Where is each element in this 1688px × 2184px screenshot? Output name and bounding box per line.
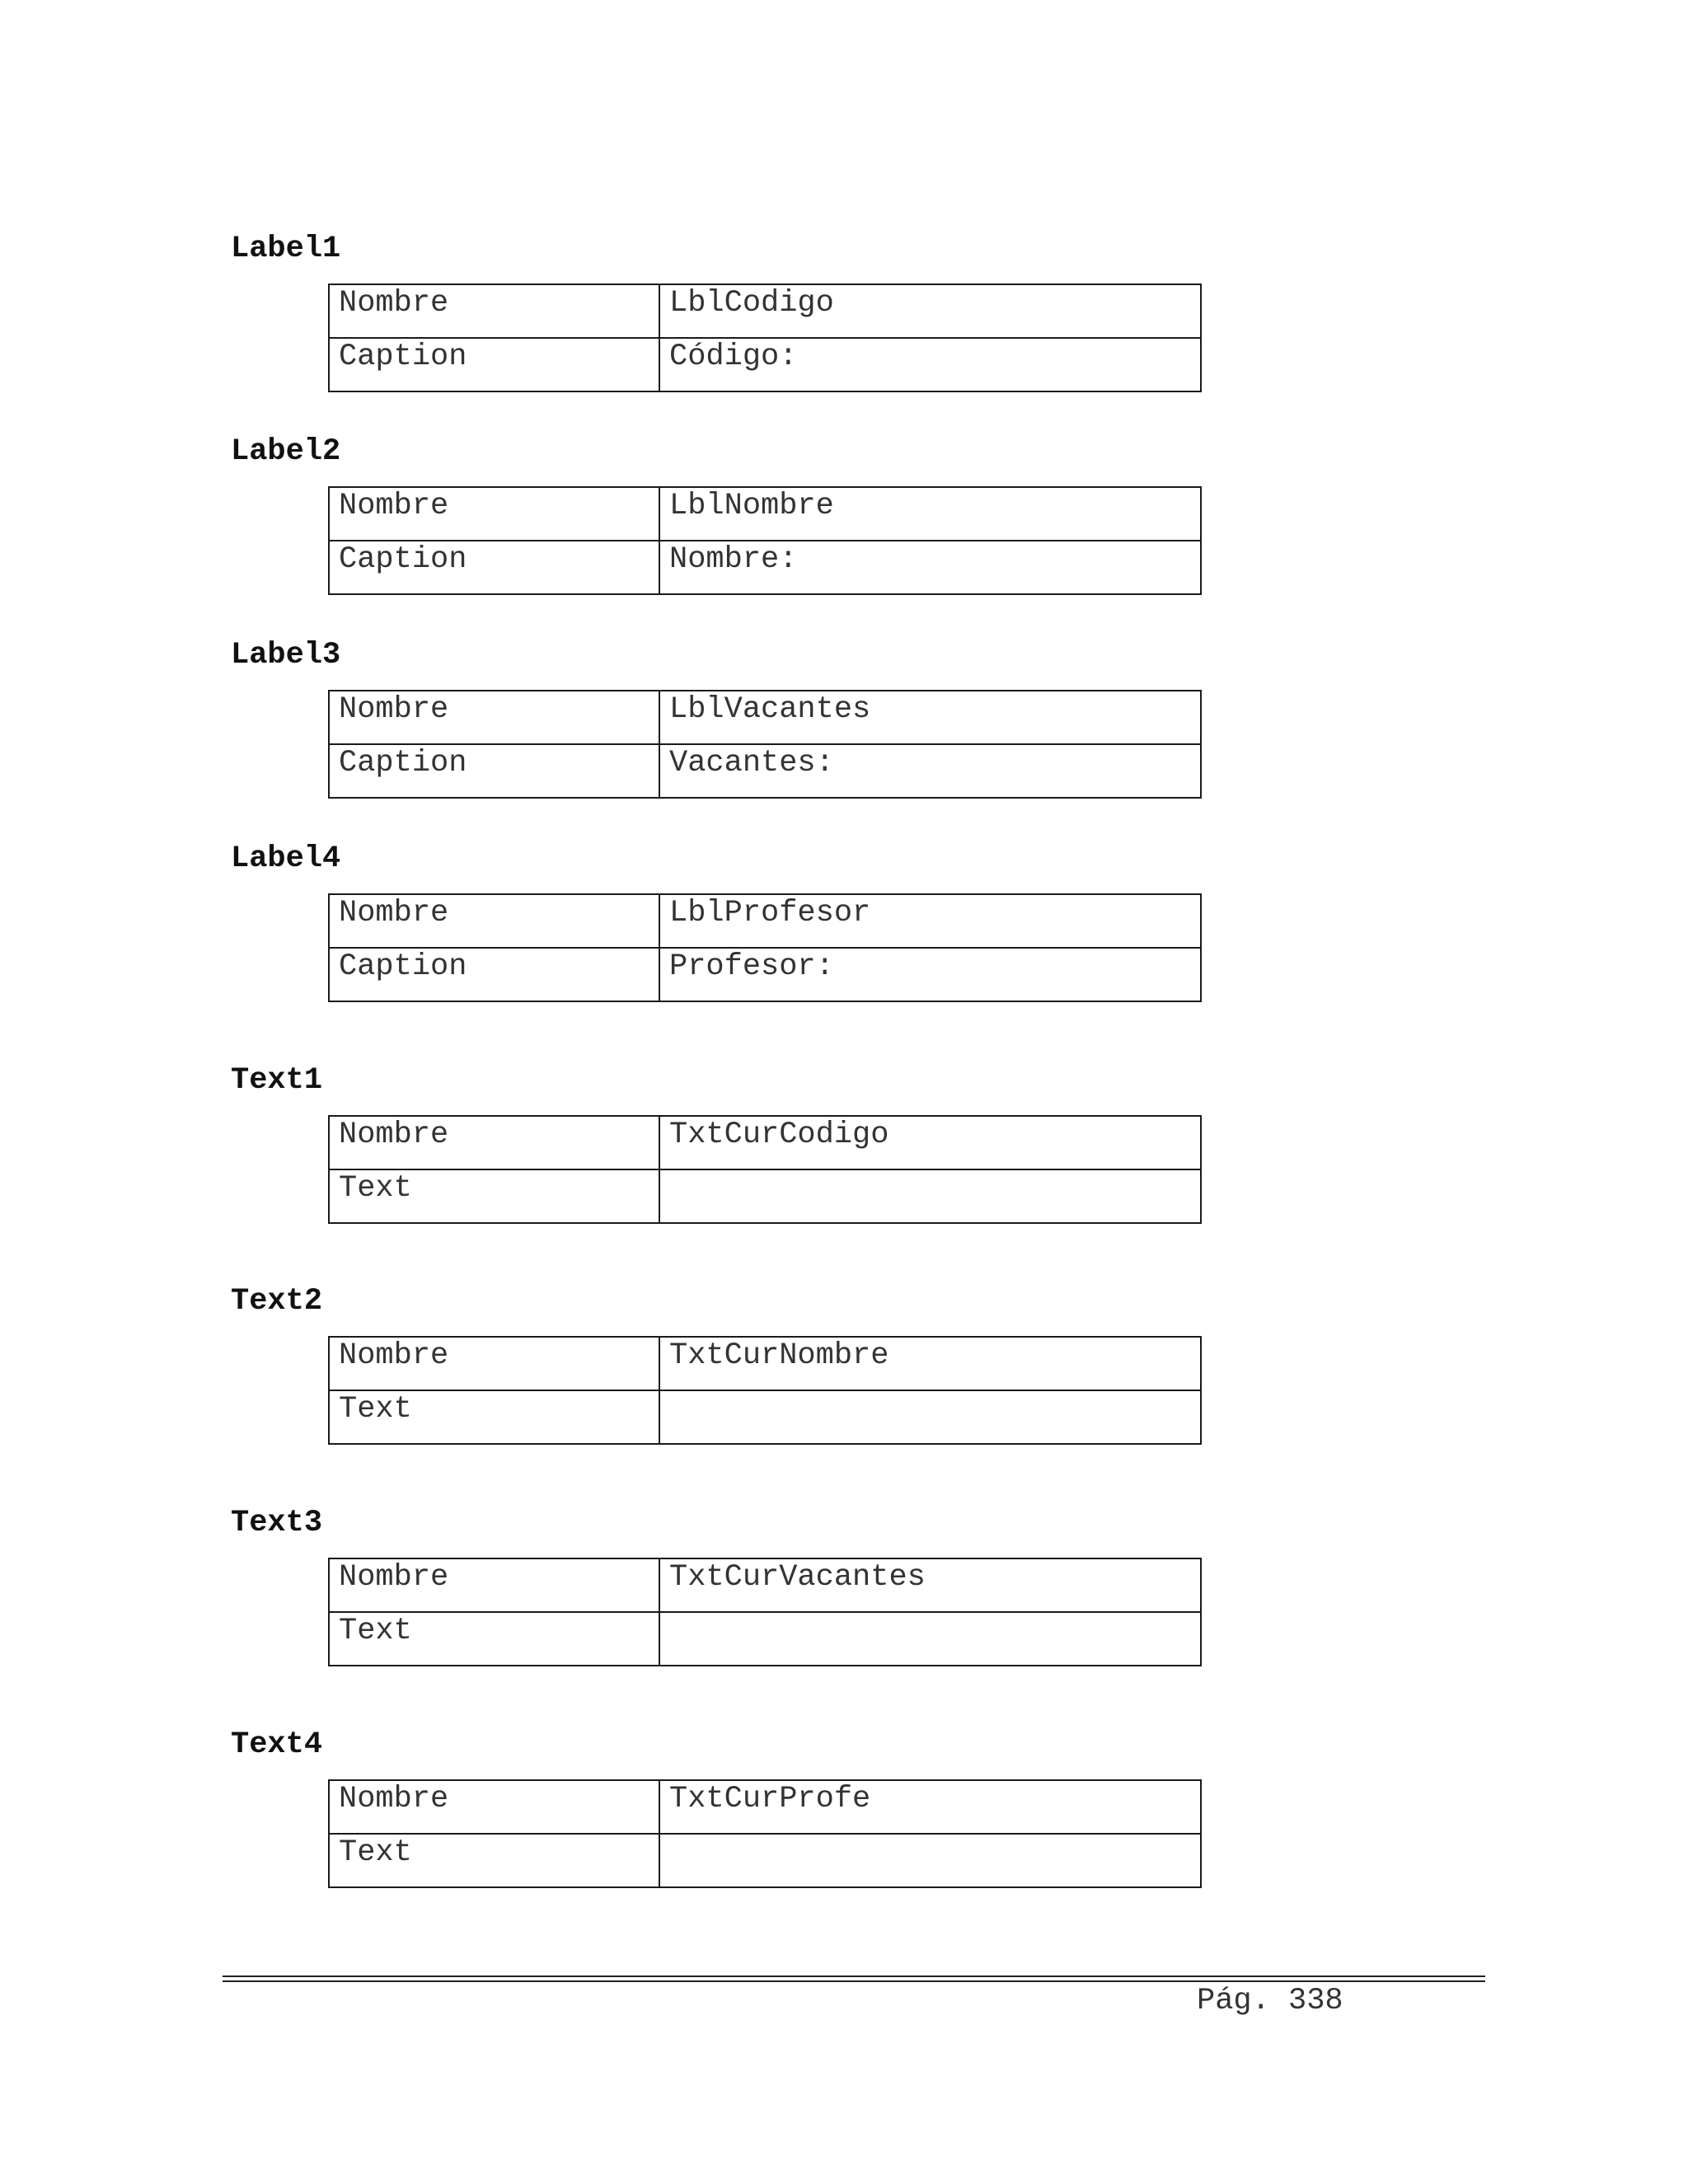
property-name-cell: Nombre	[329, 1116, 659, 1169]
section-heading: Text3	[231, 1506, 323, 1540]
property-name-cell: Nombre	[329, 894, 659, 948]
properties-table	[328, 1336, 1202, 1445]
property-name-cell: Text	[329, 1612, 659, 1666]
property-value-cell: LblCodigo	[659, 284, 1201, 338]
table-row	[329, 948, 1201, 1001]
property-name-cell: Nombre	[329, 487, 659, 541]
property-value-cell: Código:	[659, 338, 1201, 391]
property-name-cell: Nombre	[329, 691, 659, 744]
page-number: Pág. 338	[1197, 1984, 1343, 2018]
table-row	[329, 1116, 1201, 1169]
section-heading: Label3	[231, 638, 341, 673]
property-name-cell: Nombre	[329, 1558, 659, 1612]
table-row	[329, 487, 1201, 541]
property-value-cell: TxtCurVacantes	[659, 1558, 1201, 1612]
table-row	[329, 1169, 1201, 1223]
property-name-cell: Nombre	[329, 284, 659, 338]
property-name-cell: Nombre	[329, 1337, 659, 1390]
property-value-cell	[659, 1390, 1201, 1444]
footer-divider	[223, 1975, 1485, 1977]
section-heading: Label2	[231, 434, 341, 469]
properties-table	[328, 1115, 1202, 1224]
table-row	[329, 1337, 1201, 1390]
table-row	[329, 1780, 1201, 1834]
table-row	[329, 894, 1201, 948]
property-name-cell: Caption	[329, 541, 659, 594]
property-value-cell	[659, 1169, 1201, 1223]
property-name-cell: Text	[329, 1169, 659, 1223]
table-row	[329, 1558, 1201, 1612]
property-value-cell: LblNombre	[659, 487, 1201, 541]
properties-table	[328, 284, 1202, 392]
footer-divider	[223, 1980, 1485, 1982]
table-row	[329, 541, 1201, 594]
properties-table	[328, 1558, 1202, 1666]
property-value-cell: LblVacantes	[659, 691, 1201, 744]
property-value-cell: TxtCurNombre	[659, 1337, 1201, 1390]
section-heading: Text1	[231, 1063, 323, 1098]
properties-table	[328, 1779, 1202, 1888]
property-value-cell	[659, 1612, 1201, 1666]
property-value-cell: Nombre:	[659, 541, 1201, 594]
section-heading: Label4	[231, 841, 341, 876]
table-row	[329, 1834, 1201, 1887]
table-row	[329, 744, 1201, 798]
property-value-cell: LblProfesor	[659, 894, 1201, 948]
table-row	[329, 338, 1201, 391]
table-row	[329, 691, 1201, 744]
property-name-cell: Caption	[329, 948, 659, 1001]
section-heading: Label1	[231, 232, 341, 266]
property-name-cell: Text	[329, 1390, 659, 1444]
property-name-cell: Caption	[329, 744, 659, 798]
properties-table	[328, 486, 1202, 595]
table-row	[329, 1612, 1201, 1666]
property-value-cell: TxtCurCodigo	[659, 1116, 1201, 1169]
properties-table	[328, 690, 1202, 799]
property-name-cell: Nombre	[329, 1780, 659, 1834]
table-row	[329, 284, 1201, 338]
property-name-cell: Caption	[329, 338, 659, 391]
property-value-cell	[659, 1834, 1201, 1887]
table-row	[329, 1390, 1201, 1444]
property-value-cell: TxtCurProfe	[659, 1780, 1201, 1834]
property-name-cell: Text	[329, 1834, 659, 1887]
property-value-cell: Vacantes:	[659, 744, 1201, 798]
section-heading: Text2	[231, 1284, 323, 1319]
property-value-cell: Profesor:	[659, 948, 1201, 1001]
section-heading: Text4	[231, 1727, 323, 1762]
properties-table	[328, 893, 1202, 1002]
